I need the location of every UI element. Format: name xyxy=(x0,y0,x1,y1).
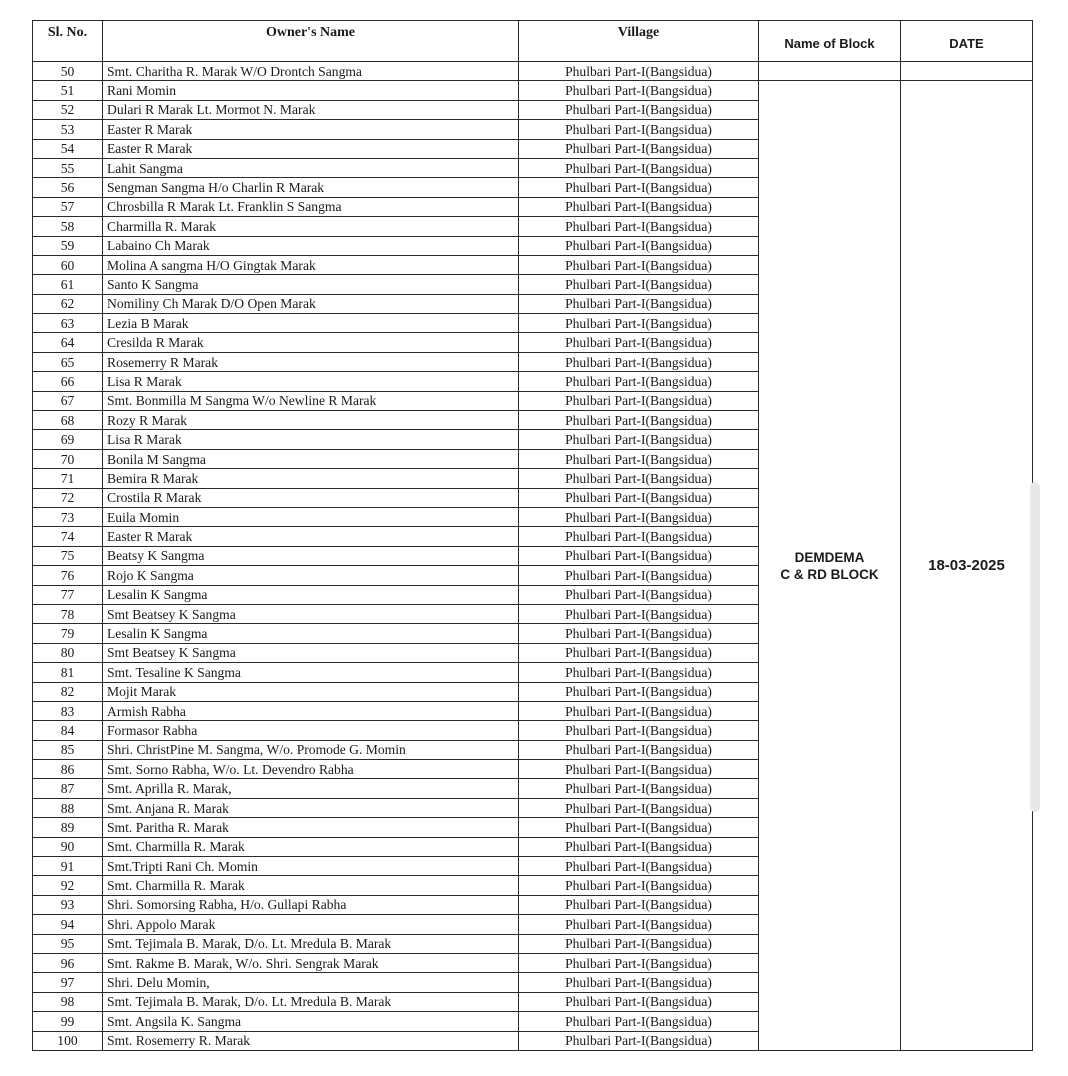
row-owner-name: Smt. Rakme B. Marak, W/o. Shri. Sengrak Marak xyxy=(103,953,519,972)
row-sl-no: 50 xyxy=(33,62,103,81)
row-sl-no: 54 xyxy=(33,139,103,158)
row-village: Phulbari Part-I(Bangsidua) xyxy=(519,798,759,817)
row-owner-name: Rani Momin xyxy=(103,81,519,100)
row-village: Phulbari Part-I(Bangsidua) xyxy=(519,294,759,313)
row-sl-no: 55 xyxy=(33,158,103,177)
row-village: Phulbari Part-I(Bangsidua) xyxy=(519,837,759,856)
header-date: DATE xyxy=(901,21,1033,62)
table-row xyxy=(33,62,1033,81)
row-owner-name: Santo K Sangma xyxy=(103,275,519,294)
row-village: Phulbari Part-I(Bangsidua) xyxy=(519,449,759,468)
row-sl-no: 100 xyxy=(33,1031,103,1050)
row-sl-no: 62 xyxy=(33,294,103,313)
row-owner-name: Mojit Marak xyxy=(103,682,519,701)
row-sl-no: 86 xyxy=(33,760,103,779)
row-sl-no: 60 xyxy=(33,255,103,274)
row-village: Phulbari Part-I(Bangsidua) xyxy=(519,391,759,410)
header-owner-name: Owner's Name xyxy=(103,21,519,62)
row-sl-no: 79 xyxy=(33,624,103,643)
row-village: Phulbari Part-I(Bangsidua) xyxy=(519,197,759,216)
row-village: Phulbari Part-I(Bangsidua) xyxy=(519,527,759,546)
row-village: Phulbari Part-I(Bangsidua) xyxy=(519,120,759,139)
row-owner-name: Easter R Marak xyxy=(103,139,519,158)
row-owner-name: Smt. Paritha R. Marak xyxy=(103,818,519,837)
row-owner-name: Armish Rabha xyxy=(103,701,519,720)
row-owner-name: Smt. Tejimala B. Marak, D/o. Lt. Mredula B. Marak xyxy=(103,934,519,953)
date-cell: 18-03-2025 xyxy=(901,81,1033,1051)
row-owner-name: Shri. Appolo Marak xyxy=(103,915,519,934)
row-sl-no: 97 xyxy=(33,973,103,992)
row-sl-no: 56 xyxy=(33,178,103,197)
row-sl-no: 64 xyxy=(33,333,103,352)
row-owner-name: Formasor Rabha xyxy=(103,721,519,740)
row-village: Phulbari Part-I(Bangsidua) xyxy=(519,178,759,197)
row-village: Phulbari Part-I(Bangsidua) xyxy=(519,585,759,604)
document-page xyxy=(32,20,1032,1051)
header-village: Village xyxy=(519,21,759,62)
row-sl-no: 57 xyxy=(33,197,103,216)
row-owner-name: Nomiliny Ch Marak D/O Open Marak xyxy=(103,294,519,313)
row-owner-name: Rozy R Marak xyxy=(103,411,519,430)
row-sl-no: 68 xyxy=(33,411,103,430)
row-village: Phulbari Part-I(Bangsidua) xyxy=(519,663,759,682)
row-sl-no: 69 xyxy=(33,430,103,449)
row-village: Phulbari Part-I(Bangsidua) xyxy=(519,352,759,371)
row-owner-name: Charmilla R. Marak xyxy=(103,217,519,236)
row-owner-name: Smt. Aprilla R. Marak, xyxy=(103,779,519,798)
row-owner-name: Labaino Ch Marak xyxy=(103,236,519,255)
row-sl-no: 92 xyxy=(33,876,103,895)
row-village: Phulbari Part-I(Bangsidua) xyxy=(519,488,759,507)
row-sl-no: 73 xyxy=(33,507,103,526)
row-village: Phulbari Part-I(Bangsidua) xyxy=(519,333,759,352)
row-village: Phulbari Part-I(Bangsidua) xyxy=(519,236,759,255)
row-owner-name: Smt. Charitha R. Marak W/O Drontch Sangma xyxy=(103,62,519,81)
row-owner-name: Smt. Anjana R. Marak xyxy=(103,798,519,817)
table-row xyxy=(33,81,1033,100)
block-name-line2: C & RD BLOCK xyxy=(780,566,879,582)
owners-table xyxy=(32,20,1033,1051)
row-village: Phulbari Part-I(Bangsidua) xyxy=(519,158,759,177)
row-block-empty xyxy=(759,62,901,81)
row-sl-no: 99 xyxy=(33,1012,103,1031)
row-owner-name: Smt. Tejimala B. Marak, D/o. Lt. Mredula B. Marak xyxy=(103,992,519,1011)
row-owner-name: Dulari R Marak Lt. Mormot N. Marak xyxy=(103,100,519,119)
block-name-cell xyxy=(759,81,901,1051)
row-sl-no: 51 xyxy=(33,81,103,100)
row-village: Phulbari Part-I(Bangsidua) xyxy=(519,1031,759,1050)
row-village: Phulbari Part-I(Bangsidua) xyxy=(519,760,759,779)
row-village: Phulbari Part-I(Bangsidua) xyxy=(519,701,759,720)
row-owner-name: Smt Beatsey K Sangma xyxy=(103,604,519,623)
row-village: Phulbari Part-I(Bangsidua) xyxy=(519,507,759,526)
row-sl-no: 58 xyxy=(33,217,103,236)
row-sl-no: 65 xyxy=(33,352,103,371)
row-village: Phulbari Part-I(Bangsidua) xyxy=(519,62,759,81)
row-sl-no: 81 xyxy=(33,663,103,682)
row-owner-name: Lesalin K Sangma xyxy=(103,624,519,643)
row-village: Phulbari Part-I(Bangsidua) xyxy=(519,779,759,798)
row-village: Phulbari Part-I(Bangsidua) xyxy=(519,876,759,895)
row-owner-name: Smt Beatsey K Sangma xyxy=(103,643,519,662)
row-sl-no: 66 xyxy=(33,372,103,391)
row-sl-no: 63 xyxy=(33,314,103,333)
row-village: Phulbari Part-I(Bangsidua) xyxy=(519,1012,759,1031)
row-owner-name: Rojo K Sangma xyxy=(103,566,519,585)
row-sl-no: 96 xyxy=(33,953,103,972)
row-owner-name: Bemira R Marak xyxy=(103,469,519,488)
row-sl-no: 53 xyxy=(33,120,103,139)
row-village: Phulbari Part-I(Bangsidua) xyxy=(519,566,759,585)
row-owner-name: Crostila R Marak xyxy=(103,488,519,507)
row-sl-no: 77 xyxy=(33,585,103,604)
header-block: Name of Block xyxy=(759,21,901,62)
row-owner-name: Lahit Sangma xyxy=(103,158,519,177)
table-body xyxy=(33,62,1033,1051)
row-sl-no: 70 xyxy=(33,449,103,468)
row-village: Phulbari Part-I(Bangsidua) xyxy=(519,643,759,662)
row-sl-no: 80 xyxy=(33,643,103,662)
header-sl-no: Sl. No. xyxy=(33,21,103,62)
row-village: Phulbari Part-I(Bangsidua) xyxy=(519,314,759,333)
row-owner-name: Shri. Somorsing Rabha, H/o. Gullapi Rabha xyxy=(103,895,519,914)
row-village: Phulbari Part-I(Bangsidua) xyxy=(519,934,759,953)
row-village: Phulbari Part-I(Bangsidua) xyxy=(519,469,759,488)
row-owner-name: Rosemerry R Marak xyxy=(103,352,519,371)
row-owner-name: Lisa R Marak xyxy=(103,430,519,449)
row-date-empty xyxy=(901,62,1033,81)
row-sl-no: 72 xyxy=(33,488,103,507)
row-village: Phulbari Part-I(Bangsidua) xyxy=(519,430,759,449)
table-header-row xyxy=(33,21,1033,62)
row-village: Phulbari Part-I(Bangsidua) xyxy=(519,372,759,391)
row-owner-name: Euila Momin xyxy=(103,507,519,526)
row-sl-no: 89 xyxy=(33,818,103,837)
row-owner-name: Lesalin K Sangma xyxy=(103,585,519,604)
row-owner-name: Smt. Bonmilla M Sangma W/o Newline R Marak xyxy=(103,391,519,410)
scrollbar[interactable] xyxy=(1030,482,1040,812)
row-sl-no: 95 xyxy=(33,934,103,953)
row-sl-no: 59 xyxy=(33,236,103,255)
row-sl-no: 94 xyxy=(33,915,103,934)
row-village: Phulbari Part-I(Bangsidua) xyxy=(519,546,759,565)
row-village: Phulbari Part-I(Bangsidua) xyxy=(519,81,759,100)
row-village: Phulbari Part-I(Bangsidua) xyxy=(519,818,759,837)
row-owner-name: Lezia B Marak xyxy=(103,314,519,333)
row-village: Phulbari Part-I(Bangsidua) xyxy=(519,992,759,1011)
row-village: Phulbari Part-I(Bangsidua) xyxy=(519,682,759,701)
row-owner-name: Smt.Tripti Rani Ch. Momin xyxy=(103,857,519,876)
row-sl-no: 74 xyxy=(33,527,103,546)
row-owner-name: Chrosbilla R Marak Lt. Franklin S Sangma xyxy=(103,197,519,216)
row-owner-name: Sengman Sangma H/o Charlin R Marak xyxy=(103,178,519,197)
row-sl-no: 67 xyxy=(33,391,103,410)
row-village: Phulbari Part-I(Bangsidua) xyxy=(519,275,759,294)
row-owner-name: Smt. Charmilla R. Marak xyxy=(103,837,519,856)
row-sl-no: 61 xyxy=(33,275,103,294)
row-village: Phulbari Part-I(Bangsidua) xyxy=(519,721,759,740)
row-owner-name: Smt. Angsila K. Sangma xyxy=(103,1012,519,1031)
row-village: Phulbari Part-I(Bangsidua) xyxy=(519,973,759,992)
row-owner-name: Shri. Delu Momin, xyxy=(103,973,519,992)
row-owner-name: Lisa R Marak xyxy=(103,372,519,391)
row-village: Phulbari Part-I(Bangsidua) xyxy=(519,740,759,759)
row-sl-no: 93 xyxy=(33,895,103,914)
row-owner-name: Shri. ChristPine M. Sangma, W/o. Promode G. Momin xyxy=(103,740,519,759)
row-owner-name: Bonila M Sangma xyxy=(103,449,519,468)
row-village: Phulbari Part-I(Bangsidua) xyxy=(519,217,759,236)
block-name-line1: DEMDEMA xyxy=(794,549,865,565)
row-sl-no: 88 xyxy=(33,798,103,817)
row-sl-no: 52 xyxy=(33,100,103,119)
row-owner-name: Molina A sangma H/O Gingtak Marak xyxy=(103,255,519,274)
row-sl-no: 90 xyxy=(33,837,103,856)
row-sl-no: 82 xyxy=(33,682,103,701)
row-sl-no: 84 xyxy=(33,721,103,740)
row-village: Phulbari Part-I(Bangsidua) xyxy=(519,255,759,274)
row-owner-name: Smt. Tesaline K Sangma xyxy=(103,663,519,682)
row-sl-no: 76 xyxy=(33,566,103,585)
row-owner-name: Smt. Sorno Rabha, W/o. Lt. Devendro Rabha xyxy=(103,760,519,779)
row-sl-no: 78 xyxy=(33,604,103,623)
row-village: Phulbari Part-I(Bangsidua) xyxy=(519,100,759,119)
row-village: Phulbari Part-I(Bangsidua) xyxy=(519,915,759,934)
row-village: Phulbari Part-I(Bangsidua) xyxy=(519,624,759,643)
row-sl-no: 75 xyxy=(33,546,103,565)
row-sl-no: 83 xyxy=(33,701,103,720)
row-village: Phulbari Part-I(Bangsidua) xyxy=(519,953,759,972)
row-owner-name: Smt. Rosemerry R. Marak xyxy=(103,1031,519,1050)
row-village: Phulbari Part-I(Bangsidua) xyxy=(519,895,759,914)
row-sl-no: 87 xyxy=(33,779,103,798)
row-village: Phulbari Part-I(Bangsidua) xyxy=(519,139,759,158)
row-sl-no: 91 xyxy=(33,857,103,876)
row-village: Phulbari Part-I(Bangsidua) xyxy=(519,857,759,876)
row-owner-name: Beatsy K Sangma xyxy=(103,546,519,565)
row-village: Phulbari Part-I(Bangsidua) xyxy=(519,604,759,623)
row-owner-name: Cresilda R Marak xyxy=(103,333,519,352)
row-village: Phulbari Part-I(Bangsidua) xyxy=(519,411,759,430)
row-sl-no: 98 xyxy=(33,992,103,1011)
row-owner-name: Easter R Marak xyxy=(103,527,519,546)
row-owner-name: Smt. Charmilla R. Marak xyxy=(103,876,519,895)
row-sl-no: 71 xyxy=(33,469,103,488)
row-sl-no: 85 xyxy=(33,740,103,759)
row-owner-name: Easter R Marak xyxy=(103,120,519,139)
